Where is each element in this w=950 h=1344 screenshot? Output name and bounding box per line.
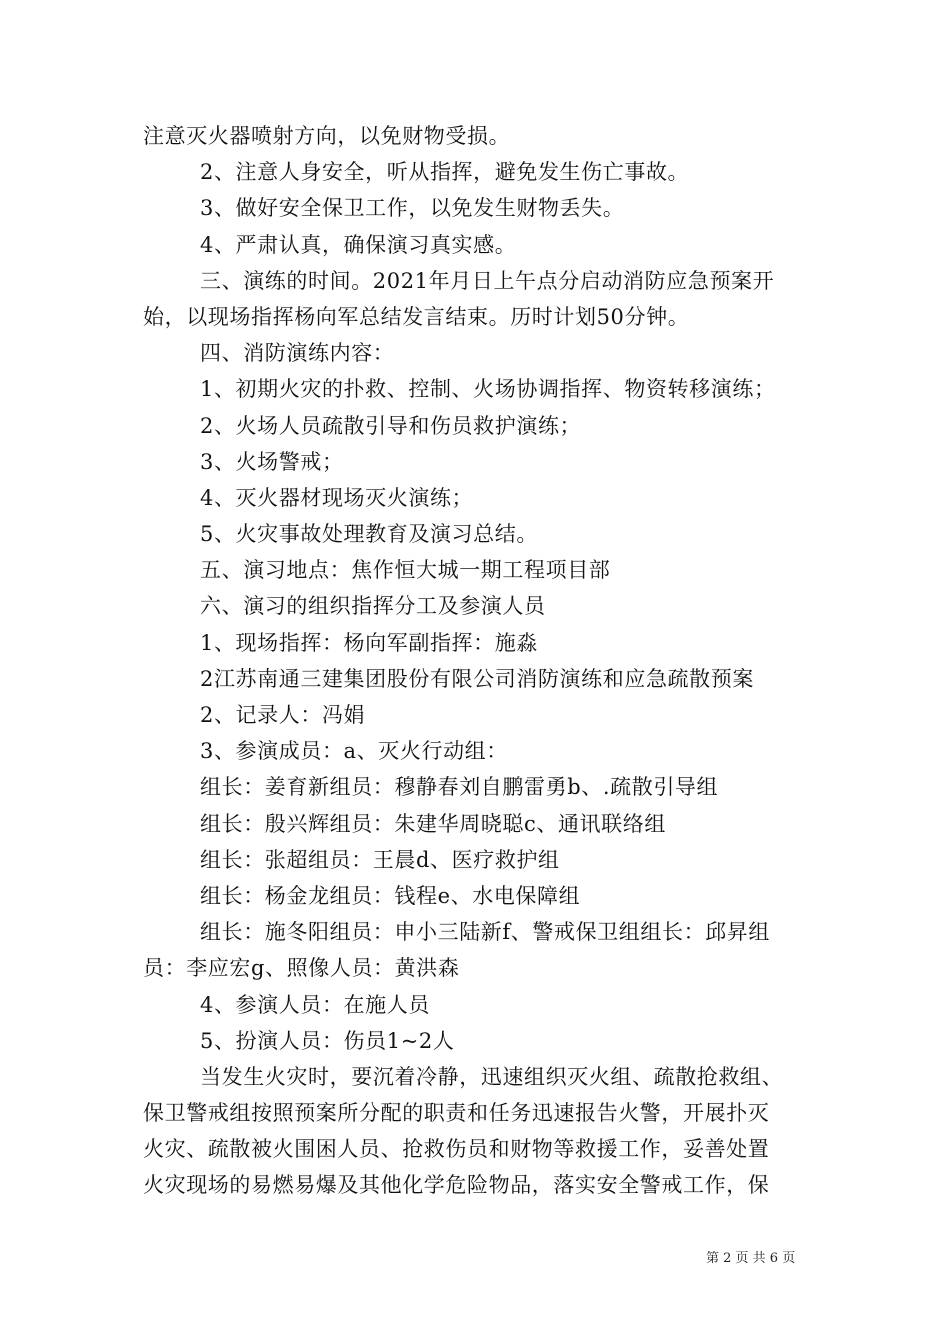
paragraph-line: 2、火场人员疏散引导和伤员救护演练； <box>200 413 582 438</box>
paragraph-line: 组长：殷兴辉组员：朱建华周晓聪c、通讯联络组 <box>200 811 666 836</box>
paragraph-line: 4、参演人员：在施人员 <box>200 992 430 1017</box>
paragraph-line: 4、严肃认真，确保演习真实感。 <box>200 232 517 257</box>
page-number: 第 2 页 共 6 页 <box>706 1251 796 1266</box>
paragraph-line: 始，以现场指挥杨向军总结发言结束。历时计划50分钟。 <box>143 304 690 329</box>
paragraph-line: 5、扮演人员：伤员1~2人 <box>200 1028 455 1053</box>
paragraph-line: 2江苏南通三建集团股份有限公司消防演练和应急疏散预案 <box>200 666 754 691</box>
paragraph-line: 三、演练的时间。2021年月日上午点分启动消防应急预案开 <box>200 268 775 293</box>
paragraph-line: 组长：张超组员：王晨d、医疗救护组 <box>200 847 560 872</box>
document-body <box>143 118 808 1204</box>
paragraph-line: 4、灭火器材现场灭火演练； <box>200 485 474 510</box>
paragraph-line: 组长：施冬阳组员：申小三陆新f、警戒保卫组组长：邱昇组 <box>200 920 770 945</box>
paragraph-line: 四、消防演练内容： <box>200 341 395 366</box>
paragraph-line: 保卫警戒组按照预案所分配的职责和任务迅速报告火警，开展扑灭 <box>143 1101 770 1126</box>
paragraph-line: 5、火灾事故处理教育及演习总结。 <box>200 522 538 547</box>
paragraph-line: 注意灭火器喷射方向，以免财物受损。 <box>143 124 511 148</box>
paragraph-line: 3、火场警戒； <box>200 449 344 474</box>
paragraph-line: 火灾现场的易燃易爆及其他化学危险物品，落实安全警戒工作，保 <box>143 1173 770 1198</box>
paragraph-line: 组长：姜育新组员：穆静春刘自鹏雷勇b、.疏散引导组 <box>200 775 719 800</box>
paragraph-line: 五、演习地点：焦作恒大城一期工程项目部 <box>200 558 611 583</box>
paragraph-line: 2、记录人：冯娟 <box>200 703 366 727</box>
paragraph-line: 3、参演成员：a、灭火行动组： <box>200 739 508 764</box>
paragraph-line: 六、演习的组织指挥分工及参演人员 <box>200 594 546 619</box>
paragraph-line: 员：李应宏g、照像人员：黄洪森 <box>143 956 460 981</box>
paragraph-line: 2、注意人身安全，听从指挥，避免发生伤亡事故。 <box>200 160 690 185</box>
paragraph-line: 3、做好安全保卫工作，以免发生财物丢失。 <box>200 196 625 221</box>
paragraph-line: 组长：杨金龙组员：钱程e、水电保障组 <box>200 883 581 908</box>
paragraph-line: 当发生火灾时，要沉着冷静，迅速组织灭火组、疏散抢救组、 <box>200 1064 784 1089</box>
paragraph-line: 1、初期火灾的扑救、控制、火场协调指挥、物资转移演练； <box>200 377 776 402</box>
paragraph-line: 1、现场指挥：杨向军副指挥：施淼 <box>200 630 538 655</box>
paragraph-line: 火灾、疏散被火围困人员、抢救伤员和财物等救援工作，妥善处置 <box>143 1137 770 1162</box>
